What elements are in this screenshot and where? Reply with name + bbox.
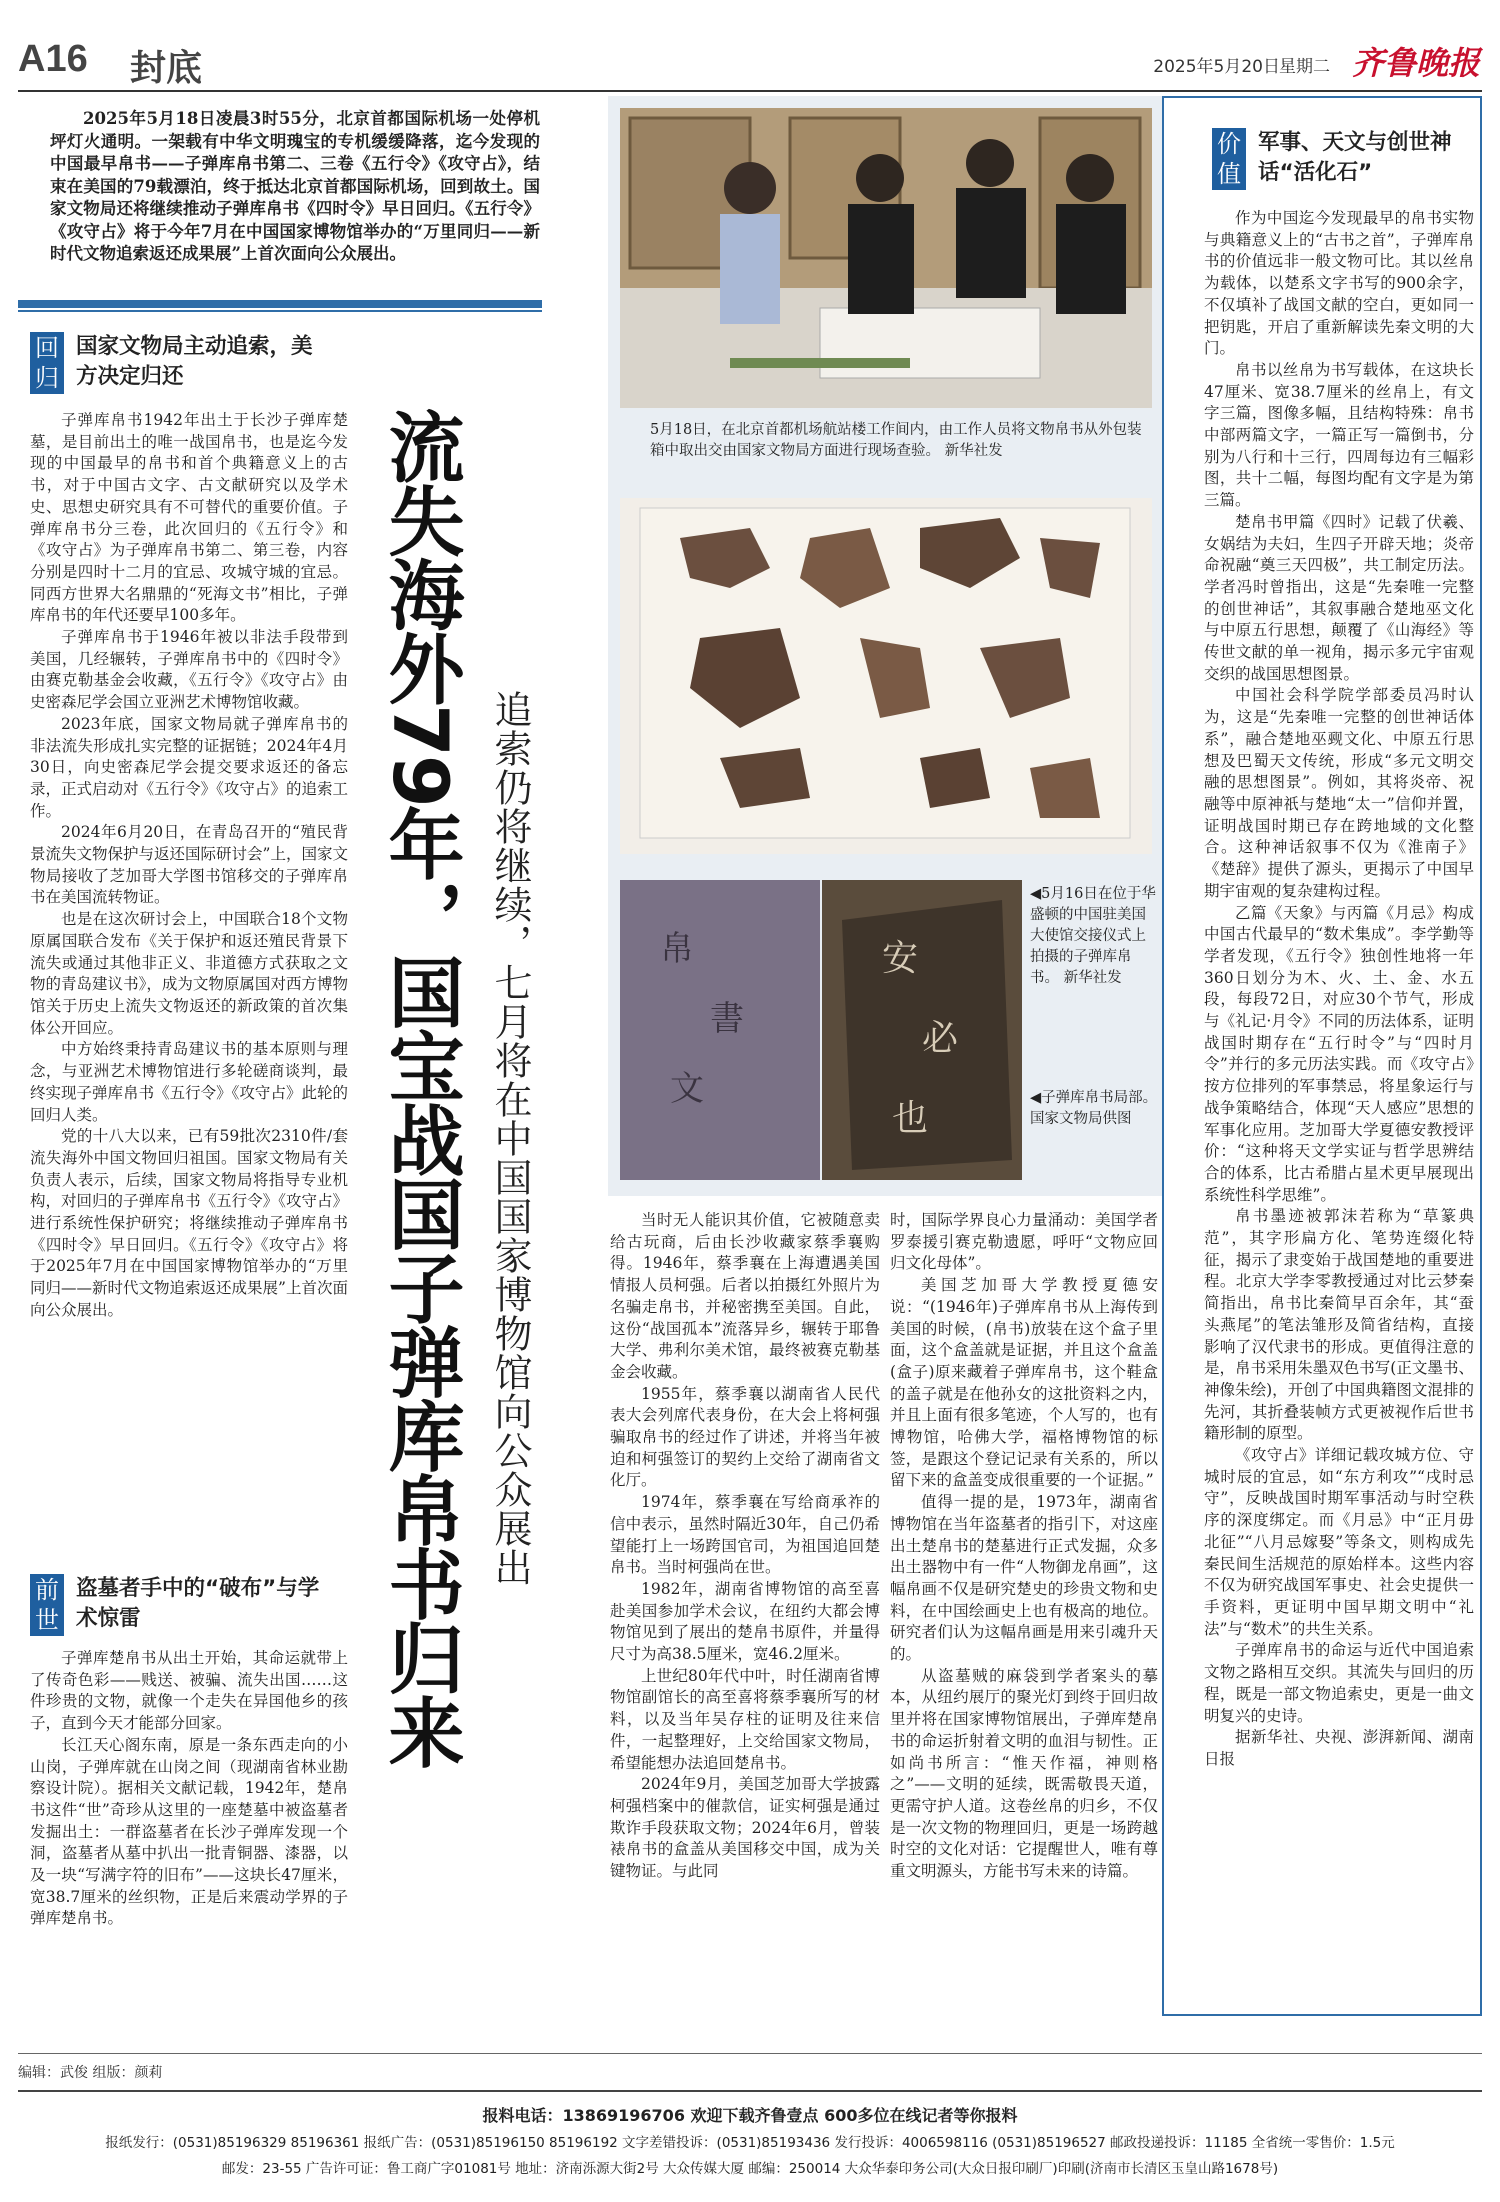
paragraph: 2024年6月20日，在青岛召开的“殖民背景流失文物保护与返还国际研讨会”上，国家文物局接收了芝加哥大学图书馆移交的子弹库帛书在美国流转物证。 [30, 823, 348, 907]
svg-text:文: 文 [670, 1069, 704, 1109]
section-tag-huigui: 回归 [30, 332, 64, 394]
paragraph: 子弹库帛书于1946年被以非法手段带到美国，几经辗转，子弹库帛书中的《四时令》由赛克勒基金会收藏，《五行令》《攻守占》由史密森尼学会国立亚洲艺术博物馆收藏。 [30, 628, 348, 712]
paragraph: 中方始终秉持青岛建议书的基本原则与理念，与亚洲艺术博物馆进行多轮磋商谈判，最终实现子弹库帛书《五行令》《攻守占》此轮的回归人类。 [30, 1040, 348, 1124]
editor-credits: 编辑：武俊 组版：颜莉 [18, 2065, 163, 2081]
lead-divider [18, 300, 542, 308]
issue-date: 2025年5月20日 [1153, 57, 1280, 77]
section-name: 封底 [130, 48, 203, 89]
svg-text:帛: 帛 [660, 929, 694, 969]
newspaper-logo: 齐鲁晚报 [1351, 44, 1480, 82]
publisher-info: 邮发：23-55 广告许可证：鲁工商广字01081号 地址：济南泺源大街2号 大众传媒大厦 邮编：250014 大众华泰印务公司(大众日报印刷厂)印刷(济南市长清区玉皇山路1678号) [221, 2161, 1279, 2177]
svg-text:也: 也 [892, 1098, 929, 1139]
handover-photo [620, 880, 820, 1180]
paragraph: 子弹库帛书的命运与近代中国追索文物之路相互交织。其流失与回归的历程，既是一部文物追索史，更是一曲文明复兴的史诗。 [1204, 1641, 1474, 1725]
paragraph: 党的十八大以来，已有59批次2310件/套流失海外中国文物回归祖国。国家文物局有关负责人表示，后续，国家文物局将指导专业机构，对回归的子弹库帛书《五行令》《攻守占》进行系统性保护研究；将继续推动子弹库帛书《四时令》早日回归。《五行令》《攻守占》将于2025年7月在中国国家博物馆举办的“万里同归——新时代文物追索返还成果展”上首次面向公众展出。 [30, 1127, 348, 1319]
paragraph: 作为中国迄今发现最早的帛书实物与典籍意义上的“古书之首”，子弹库帛书的价值远非一般文物可比。其以丝帛为载体，以楚系文字书写的900余字，不仅填补了战国文献的空白，更如同一把钥匙，开启了重新解读先秦文明的大门。 [1204, 209, 1474, 358]
section2-body [30, 1648, 348, 1930]
section2-title: 盗墓者手中的“破布”与学术惊雷 [76, 1576, 320, 1631]
paragraph: 帛书墨迹被郭沫若称为“草篆典范”，其字形扁方化、笔势连缀化特征，揭示了隶变始于战国楚地的重要进程。北京大学李零教授通过对比云梦秦简指出，帛书比秦简早百余年，其“蚕头燕尾”的笔法雏形及简省结构，直接影响了汉代隶书的形成。更值得注意的是，帛书采用朱墨双色书写(正文墨书、神像朱绘)，开创了中国典籍图文混排的先河，其折叠装帧方式更被视作后世书籍形制的原型。 [1204, 1207, 1474, 1443]
paragraph: 1982年，湖南省博物馆的高至喜赴美国参加学术会议，在纽约大都会博物馆见到了展出的楚帛书原件，并量得尺寸为高38.5厘米，宽46.2厘米。 [610, 1579, 880, 1664]
hotline-text: 报料电话：13869196706 欢迎下载齐鲁壹点 600多位在线记者等你报料 [482, 2106, 1018, 2125]
svg-text:必: 必 [922, 1018, 959, 1059]
photo1-caption: 5月18日，在北京首都机场航站楼工作间内，由工作人员将文物帛书从外包装箱中取出交由国家文物局方面进行现场查验。 新华社发 [650, 422, 1142, 459]
section-tag-qianshi: 前世 [30, 1574, 64, 1636]
section-tag-jiazhi: 价值 [1212, 128, 1246, 190]
right-body [1204, 208, 1474, 1771]
middle-column-b [890, 1210, 1158, 1883]
svg-text:書: 書 [710, 999, 744, 1039]
paragraph: 乙篇《天象》与丙篇《月忌》构成中国古代最早的“数术集成”。李学勤等学者发现，《五行令》独创性地将一年360日划分为木、火、土、金、水五段，每段72日，对应30个节气，形成与《礼记·月令》不同的历法体系，证明战国时期存在“五行时令”与“四时月令”并行的多元历法实践。而《攻守占》按方位排列的军事禁忌，将星象运行与战争策略结合，体现“天人感应”思想的军事化应用。芝加哥大学夏德安教授评价：“这种将天文学实证与哲学思辨结合的体系，比古希腊占星术更早展现出系统性科学思维”。 [1204, 903, 1474, 1204]
source-credit: 据新华社、央视、澎湃新闻、湖南日报 [1204, 1728, 1474, 1768]
headline: 流失海外79年，国宝战国子弹库帛书归来 [376, 408, 465, 1768]
paragraph: 2024年9月，美国芝加哥大学披露柯强档案中的催款信，证实柯强是通过欺诈手段获取文物；2024年6月，曾装裱帛书的盒盖从美国移交中国，成为关键物证。与此同 [610, 1775, 880, 1881]
paragraph: 楚帛书甲篇《四时》记载了伏羲、女娲结为夫妇，生四子开辟天地；炎帝命祝融“奠三天四极”，共工制定历法。学者冯时曾指出，这是“先秦唯一完整的创世神话”，其叙事融合楚地巫文化与中原五行思想，颠覆了《山海经》等传世文献的单一视角，揭示多元宇宙观交织的战国思想图景。 [1204, 512, 1474, 683]
photo3-caption: ◀5月16日在位于华盛顿的中国驻美国大使馆交接仪式上拍摄的子弹库帛书。 新华社发 [1030, 886, 1156, 986]
paragraph: 中国社会科学院学部委员冯时认为，这是“先秦唯一完整的创世神话体系”，融合楚地巫觋文化、中原五行思想及巴蜀天文传统，形成“多元文明交融的思想图景”。例如，其将炎帝、祝融等中原神祇与楚地“太一”信仰并置，证明战国时期已存在跨地域的文化整合。这种神话叙事不仅为《淮南子》《楚辞》提供了源头，更揭示了中国早期宇宙观的复杂建构过程。 [1204, 686, 1474, 900]
page-number: A16 [18, 38, 88, 80]
paragraph: 时，国际学界良心力量涌动：美国学者罗泰援引赛克勒遗愿，呼吁“文物应回归文化母体”。 [890, 1211, 1158, 1273]
paragraph: 美国芝加哥大学教授夏德安说：“(1946年)子弹库帛书从上海传到美国的时候，(帛书)放装在这个盒子里面，这个盒盖就是证据，并且这个盒盖(盒子)原来藏着子弹库帛书，这个鞋盒的盖子就是在他孙女的这批资料之内，并且上面有很多笔迹，个人写的，也有博物馆，哈佛大学，福格博物馆的标签，是跟这个登记记录有关系的，所以留下来的盒盖变成很重要的一个证据。” [890, 1276, 1158, 1490]
paragraph: 子弹库帛书1942年出土于长沙子弹库楚墓，是目前出土的唯一战国帛书，也是迄今发现的中国最早的帛书和首个典籍意义上的古书，对于中国古文字、古文献研究以及学术史、思想史研究具有不可替代的重要价值。子弹库帛书分三卷，此次回归的《五行令》和《攻守占》为子弹库帛书第二、第三卷，内容分别是四时十二月的宜忌、攻城守城的宜忌。同西方世界大名鼎鼎的“死海文书”相比，子弹库帛书的年代还要早100多年。 [30, 411, 348, 625]
lead-paragraph: 2025年5月18日凌晨3时55分，北京首都国际机场一处停机坪灯火通明。一架载有中华文明瑰宝的专机缓缓降落，迄今发现的中国最早帛书——子弹库帛书第二、三卷《五行令》《攻守占》，结束在美国的79载漂泊，终于抵达北京首都国际机场，回到故土。国家文物局还将继续推动子弹库帛书《四时令》早日回归。《五行令》《攻守占》将于今年7月在中国国家博物馆举办的“万里同归——新时代文物追索返还成果展”上首次面向公众展出。 [50, 109, 540, 263]
paragraph: 2023年底，国家文物局就子弹库帛书的非法流失形成扎实完整的证据链；2024年4月30日，向史密森尼学会提交要求返还的备忘录，正式启动对《五行令》《攻守占》的追索工作。 [30, 714, 348, 820]
paragraph: 《攻守占》详细记载攻城方位、守城时辰的宜忌，如“东方利攻”“戌时忌守”，反映战国时期军事活动与时空秩序的深度绑定。而《月忌》中“正月毋北征”“八月忌嫁娶”等条文，则构成先秦民间生活规范的原始样本。这些内容不仅为研究战国军事史、社会史提供一手资料，更证明中国早期文明中“礼法”与“数术”的共生关系。 [1204, 1446, 1474, 1638]
lead-divider-thin [18, 310, 542, 312]
paragraph: 值得一提的是，1973年，湖南省博物馆在当年盗墓者的指引下，对这座出土楚帛书的楚墓进行正式发掘，众多出土器物中有一件“人物御龙帛画”，这幅帛画不仅是研究楚史的珍贵文物和史料，在中国绘画史上也有极高的地位。研究者们认为这幅帛画是用来引魂升天的。 [890, 1493, 1158, 1664]
right-title: 军事、天文与创世神话“活化石” [1258, 130, 1452, 185]
paragraph: 1955年，蔡季襄以湖南省人民代表大会列席代表身份，在大会上将柯强骗取帛书的经过作了讲述，并将当年被迫和柯强签订的契约上交给了湖南省文化厅。 [610, 1384, 880, 1490]
subheadline: 追索仍将继续，七月将在中国国家博物馆向公众展出 [488, 690, 532, 1587]
page-header [18, 38, 1480, 90]
paragraph: 子弹库楚帛书从出土开始，其命运就带上了传奇色彩——贱送、被骗、流失出国……这件珍贵的文物，就像一个走失在异国他乡的孩子，直到今天才能部分回家。 [30, 1649, 348, 1733]
paragraph: 从盗墓贼的麻袋到学者案头的摹本，从纽约展厅的聚光灯到终于回归故里并将在国家博物馆展出，子弹库楚帛书的命运折射着文明的血泪与韧性。正如尚书所言：“惟天作福，神则格之”——文明的延续，既需敬畏天道，更需守护人道。这卷丝帛的归乡，不仅是一次文物的物理回归，更是一场跨越时空的文化对话：它提醒世人，唯有尊重文明源头，方能书写未来的诗篇。 [890, 1666, 1158, 1881]
section1-title: 国家文物局主动追索，美方决定归还 [76, 334, 313, 389]
svg-text:安: 安 [882, 938, 919, 979]
middle-column-a [610, 1210, 880, 1883]
paragraph: 当时无人能识其价值，它被随意卖给古玩商，后由长沙收藏家蔡季襄购得。1946年，蔡季襄在上海遭遇美国情报人员柯强。后者以拍摄红外照片为名骗走帛书，并秘密携至美国。自此，这份“战国孤本”流落异乡，辗转于耶鲁大学、弗利尔美术馆，最终被赛克勒基金会收藏。 [610, 1211, 880, 1381]
airport-inspection-photo [620, 108, 1152, 408]
paragraph: 也是在这次研讨会上，中国联合18个文物原属国联合发布《关于保护和返还殖民背景下流失或通过其他非正义、非道德方式获取之文物的青岛建议书》，成为文物原属国对西方博物馆关于历史上流失文物返还的新政策的首次集体公开回应。 [30, 910, 348, 1037]
footer-bar [18, 2090, 1482, 2092]
photo4-caption: ◀子弹库帛书局部。国家文物局供图 [1030, 1090, 1158, 1127]
paragraph: 上世纪80年代中叶，时任湖南省博物馆副馆长的高至喜将蔡季襄所写的材料，以及当年吴存柱的证明及往来信件，一起整理好，上交给国家文物局，希望能想办法追回楚帛书。 [610, 1666, 880, 1772]
paragraph: 长江天心阁东南，原是一条东西走向的小山岗，子弹库就在山岗之间（现湖南省林业勘察设计院）。据相关文献记载，1942年，楚帛书这件“世”奇珍从这里的一座楚墓中被盗墓者发掘出土：一群盗墓者在长沙子弹库发现一个洞，盗墓者从墓中扒出一批青铜器、漆器，以及一块“写满字符的旧布”——这块长47厘米，宽38.7厘米的丝织物，正是后来震动学界的子弹库楚帛书。 [30, 1735, 348, 1928]
manuscript-detail-photo [822, 880, 1022, 1180]
section1-body [30, 410, 348, 1322]
header-rule [18, 90, 1482, 92]
paragraph: 帛书以丝帛为书写载体，在这块长47厘米、宽38.7厘米的丝帛上，有文字三篇，图像多幅，且结构特殊：帛书中部两篇文字，一篇正写一篇倒书，分别为八行和十三行，四周每边有三幅彩图，共十二幅，每图均配有文字是为第三篇。 [1204, 360, 1474, 510]
silk-manuscript-photo [620, 498, 1152, 854]
contact-info: 报纸发行：(0531)85196329 85196361 报纸广告：(0531)85196150 85196192 文字差错投诉：(0531)85193436 发行投诉：4006598116 (0531)85196527 邮政投递投诉：11185 全省统一零售价：1.5元 [105, 2135, 1395, 2151]
issue-weekday: 星期二 [1279, 57, 1330, 77]
paragraph: 1974年，蔡季襄在写给商承祚的信中表示，虽然时隔近30年，自己仍希望能打上一场跨国官司，为祖国追回楚帛书。当时柯强尚在世。 [610, 1493, 880, 1577]
footer-rule [18, 2053, 1482, 2054]
